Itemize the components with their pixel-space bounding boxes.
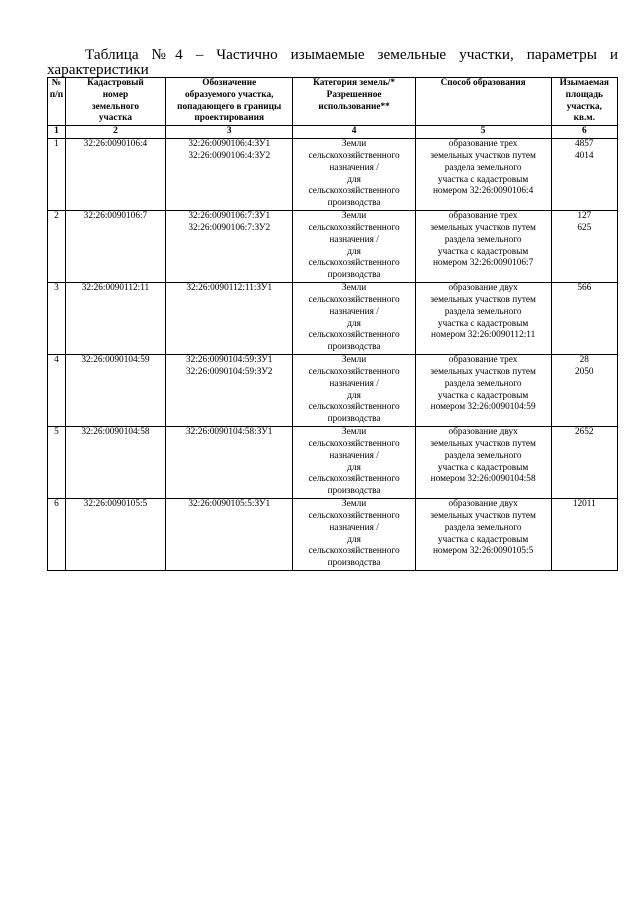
plot-designation-line: 32:26:0090104:59:ЗУ2 xyxy=(186,366,273,377)
land-category-line: для xyxy=(347,534,361,545)
land-category-line: сельскохозяйственного xyxy=(308,402,400,413)
plot-designation-line: 32:26:0090106:4:ЗУ1 xyxy=(188,139,271,150)
land-category-line: сельскохозяйственного xyxy=(308,150,400,161)
formation-method-line: участка с кадастровым xyxy=(437,246,529,257)
header-designation xyxy=(165,78,292,126)
plot-designation xyxy=(165,427,292,499)
land-category xyxy=(293,355,415,427)
column-number: 2 xyxy=(65,126,165,139)
table-row xyxy=(48,283,618,355)
row-number: 4 xyxy=(48,355,66,427)
row-number: 5 xyxy=(48,427,66,499)
land-category-line: Земли xyxy=(341,427,367,438)
plot-designation xyxy=(165,139,292,211)
formation-method-line: раздела земельного xyxy=(444,378,522,389)
formation-method xyxy=(415,499,551,571)
plot-designation xyxy=(165,283,292,355)
header-line: использование** xyxy=(318,101,390,112)
column-number: 6 xyxy=(551,126,617,139)
cadastral-number: 32:26:0090106:4 xyxy=(65,139,165,211)
land-category xyxy=(293,499,415,571)
withdrawn-area xyxy=(551,355,617,427)
row-number: 6 xyxy=(48,499,66,571)
land-category-line: сельскохозяйственного xyxy=(308,474,400,485)
header-line: участка xyxy=(98,113,132,124)
land-category-line: назначения / xyxy=(329,162,379,173)
land-category-line: сельскохозяйственного xyxy=(308,366,400,377)
table-row xyxy=(48,499,618,571)
withdrawn-area-line: 566 xyxy=(577,283,592,294)
land-category-line: назначения / xyxy=(329,522,379,533)
table-row xyxy=(48,355,618,427)
land-category-line: для xyxy=(347,318,361,329)
land-category-line: для xyxy=(347,462,361,473)
land-category-line: сельскохозяйственного xyxy=(308,222,400,233)
formation-method-line: земельных участков путем xyxy=(430,222,536,233)
column-number: 1 xyxy=(48,126,66,139)
formation-method-line: участка с кадастровым xyxy=(437,390,529,401)
row-number: 2 xyxy=(48,211,66,283)
land-category-line: производства xyxy=(327,198,381,209)
header-line: Изымаемая xyxy=(559,78,609,88)
header-line: проектирования xyxy=(194,113,265,124)
plot-designation xyxy=(165,355,292,427)
formation-method-line: образование трех xyxy=(448,355,518,366)
table-caption-line-2: характеристики xyxy=(47,61,149,78)
formation-method-line: образование трех xyxy=(448,211,518,222)
land-category xyxy=(293,139,415,211)
withdrawn-area xyxy=(551,283,617,355)
formation-method-line: раздела земельного xyxy=(444,162,522,173)
formation-method-line: раздела земельного xyxy=(444,522,522,533)
cadastral-number: 32:26:0090106:7 xyxy=(65,211,165,283)
plot-designation-line: 32:26:0090104:59:ЗУ1 xyxy=(186,355,273,366)
land-category-line: сельскохозяйственного xyxy=(308,330,400,341)
header-num xyxy=(48,78,66,126)
land-category-line: производства xyxy=(327,414,381,425)
land-category xyxy=(293,211,415,283)
header-line: Категория земель/* xyxy=(313,78,396,88)
formation-method-line: участка с кадастровым xyxy=(437,174,529,185)
land-category xyxy=(293,427,415,499)
header-method xyxy=(415,78,551,126)
formation-method xyxy=(415,355,551,427)
withdrawn-area xyxy=(551,211,617,283)
formation-method-line: образование двух xyxy=(448,283,518,294)
plot-designation-line: 32:26:0090106:4:ЗУ2 xyxy=(188,150,271,161)
formation-method-line: участка с кадастровым xyxy=(437,462,529,473)
formation-method-line: раздела земельного xyxy=(444,306,522,317)
formation-method xyxy=(415,427,551,499)
header-line: попадающего в границы xyxy=(177,101,282,112)
land-category-line: сельскохозяйственного xyxy=(308,510,400,521)
formation-method-line: номером 32:26:0090104:58 xyxy=(430,474,536,485)
header-line: Разрешенное xyxy=(326,89,382,100)
withdrawn-area xyxy=(551,499,617,571)
formation-method-line: участка с кадастровым xyxy=(437,318,529,329)
row-number: 1 xyxy=(48,139,66,211)
header-line: участка, xyxy=(566,101,602,112)
plot-designation-line: 32:26:0090106:7:ЗУ1 xyxy=(188,211,271,222)
table-caption-line-1: Таблица №4 – Частично изымаемые земельные участки, параметры и xyxy=(85,46,618,63)
plot-designation xyxy=(165,211,292,283)
land-category-line: производства xyxy=(327,342,381,353)
formation-method-line: образование трех xyxy=(448,139,518,150)
plot-designation xyxy=(165,499,292,571)
table-row xyxy=(48,139,618,211)
header-line: образуемого участка, xyxy=(185,89,274,100)
plot-designation-line: 32:26:0090112:11:ЗУ1 xyxy=(186,283,273,294)
withdrawn-area-line: 4857 xyxy=(574,139,594,150)
withdrawn-area-line: 2050 xyxy=(574,366,594,377)
cadastral-number: 32:26:0090104:58 xyxy=(65,427,165,499)
column-numbers-row xyxy=(48,126,618,139)
land-category-line: Земли xyxy=(341,211,367,222)
formation-method-line: земельных участков путем xyxy=(430,510,536,521)
cadastral-number: 32:26:0090112:11 xyxy=(65,283,165,355)
plot-designation-line: 32:26:0090104:58:ЗУ1 xyxy=(186,427,273,438)
formation-method xyxy=(415,283,551,355)
land-category-line: назначения / xyxy=(329,450,379,461)
land-category-line: для xyxy=(347,174,361,185)
column-number: 5 xyxy=(415,126,551,139)
land-category-line: сельскохозяйственного xyxy=(308,438,400,449)
land-category-line: сельскохозяйственного xyxy=(308,546,400,557)
row-number: 3 xyxy=(48,283,66,355)
withdrawn-area-line: 4014 xyxy=(574,150,594,161)
land-category-line: сельскохозяйственного xyxy=(308,294,400,305)
formation-method-line: участка с кадастровым xyxy=(437,534,529,545)
land-category-line: производства xyxy=(327,270,381,281)
land-category-line: назначения / xyxy=(329,378,379,389)
land-plots-table xyxy=(47,77,618,571)
formation-method-line: номером 32:26:0090104:59 xyxy=(430,402,536,413)
header-line: кв.м. xyxy=(573,113,595,124)
land-category-line: Земли xyxy=(341,355,367,366)
table-body xyxy=(48,139,618,571)
column-number: 3 xyxy=(165,126,292,139)
withdrawn-area-line: 127 xyxy=(577,211,592,222)
formation-method-line: земельных участков путем xyxy=(430,150,536,161)
withdrawn-area-line: 2652 xyxy=(574,427,594,438)
plot-designation-line: 32:26:0090106:7:ЗУ2 xyxy=(188,222,271,233)
land-category-line: Земли xyxy=(341,139,367,150)
header-line: Обозначение xyxy=(202,78,257,88)
land-category-line: производства xyxy=(327,558,381,569)
table-header-row xyxy=(48,78,618,126)
table-row xyxy=(48,211,618,283)
formation-method-line: раздела земельного xyxy=(444,234,522,245)
land-category-line: назначения / xyxy=(329,306,379,317)
land-category-line: Земли xyxy=(341,499,367,510)
formation-method-line: раздела земельного xyxy=(444,450,522,461)
formation-method-line: номером 32:26:0090106:4 xyxy=(432,186,534,197)
formation-method-line: номером 32:26:0090105:5 xyxy=(432,546,534,557)
formation-method-line: земельных участков путем xyxy=(430,366,536,377)
table-row xyxy=(48,427,618,499)
formation-method-line: номером 32:26:0090106:7 xyxy=(432,258,534,269)
withdrawn-area xyxy=(551,139,617,211)
withdrawn-area xyxy=(551,427,617,499)
withdrawn-area-line: 625 xyxy=(577,222,592,233)
header-line: земельного xyxy=(91,101,139,112)
document-page xyxy=(47,46,618,571)
formation-method-line: земельных участков путем xyxy=(430,438,536,449)
formation-method xyxy=(415,139,551,211)
header-line: номер xyxy=(102,89,129,100)
formation-method-line: образование двух xyxy=(448,427,518,438)
header-line: площадь xyxy=(565,89,603,100)
land-category-line: для xyxy=(347,390,361,401)
land-category-line: производства xyxy=(327,486,381,497)
header-line: Кадастровый xyxy=(87,78,144,88)
column-number: 4 xyxy=(293,126,415,139)
header-category xyxy=(293,78,415,126)
header-area xyxy=(551,78,617,126)
header-cadastral xyxy=(65,78,165,126)
land-category-line: для xyxy=(347,246,361,257)
land-category-line: сельскохозяйственного xyxy=(308,186,400,197)
formation-method xyxy=(415,211,551,283)
land-category-line: сельскохозяйственного xyxy=(308,258,400,269)
plot-designation-line: 32:26:0090105:5:ЗУ1 xyxy=(188,499,271,510)
formation-method-line: номером 32:26:0090112:11 xyxy=(430,330,536,341)
cadastral-number: 32:26:0090105:5 xyxy=(65,499,165,571)
formation-method-line: земельных участков путем xyxy=(430,294,536,305)
cadastral-number: 32:26:0090104:59 xyxy=(65,355,165,427)
formation-method-line: образование двух xyxy=(448,499,518,510)
land-category-line: назначения / xyxy=(329,234,379,245)
header-line: Способ образования xyxy=(440,78,526,88)
header-line: № xyxy=(51,78,62,88)
land-category xyxy=(293,283,415,355)
header-line: п/п xyxy=(49,89,64,100)
withdrawn-area-line: 12011 xyxy=(572,499,596,510)
land-category-line: Земли xyxy=(341,283,367,294)
withdrawn-area-line: 28 xyxy=(579,355,589,366)
